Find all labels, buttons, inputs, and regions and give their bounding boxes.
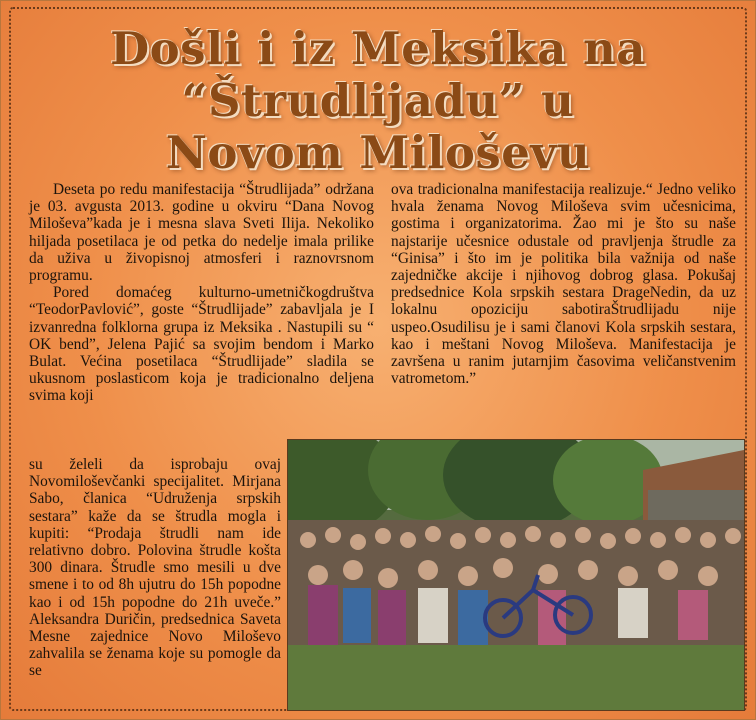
article-column-left-top — [29, 181, 374, 405]
crowd-photo-image — [288, 440, 744, 710]
paragraph-3: su želeli da isprobaju ovaj Novomiloševčanki specijalitet. Mirjana Sabo, članica “Udruženja srpskih sestara” kaže da se štrudla mogla i kupiti: “Prodaja štrudli nam ide relativno dobro. Polovina štrudle košta 300 dinara. Štrudle smo mesili u dve smene i to od 8h ujutru do 15h popodne kao i od 15h popodne do 21h uveče.” Aleksandra Duričin, predsednica Saveta Mesne zajednice Novo Miloševo zahvalila se ženama koje su pomogle da se — [29, 456, 281, 680]
headline-line-1: Došli i iz Meksika na — [110, 22, 646, 75]
headline — [1, 23, 755, 179]
paragraph-4: ova tradicionalna manifestacija realizuje.“ Jedno veliko hvala ženama Novog Miloševa svim učesnicima, gostima i organizatorima. Žao mi je što su naše najstarije učesnice odustale od pravljenja štrudle za “Ginisa” i što im je politika bila važnija od naše zajedničke akcije i njihovog dobrog glasa. Pokušaj predsednice Kola srpskih sestara DrageNedin, da uz lokalnu opoziciju sabotiraŠtrudlijadu nije uspeo.Osudilisu je i sami članovi Kola srpskih sestara, kao i meštani Novog Miloševa. Manifestacija je završena u ranim jutarnjim časovima veličanstvenim vatrometom.” — [391, 181, 736, 388]
paragraph-2: Pored domaćeg kulturno-umetničkogdruštva “TeodorPavlović”, goste “Štrudlijade” zabavljala je I izvanredna folklorna grupa iz Meksika . Nastupili su “ OK bend”, Jelena Pajić sa svojim bendom i Marko Bulat. Većina posetilaca “Štrudlijade” sladila se ukusnom poslasticom koja je tradicionalno deljena svima koji — [29, 284, 374, 405]
paragraph-1: Deseta po redu manifestacija “Štrudlijada” održana je 03. avgusta 2013. godine u okviru “Dana Novog Miloševa”kada je i mesna slava Sveti Ilija. Nekoliko hiljada posetilaca je od petka do nedelje imala prilike da uživa u živopisnoj atmosferi i raznovrsnom programu. — [29, 181, 374, 285]
crowd-photo — [287, 439, 745, 711]
article-column-left-bottom — [29, 456, 281, 680]
headline-line-2: “Štrudlijadu” u — [181, 74, 575, 127]
headline-line-3: Novom Miloševu — [165, 126, 591, 179]
article-column-right — [391, 181, 736, 387]
